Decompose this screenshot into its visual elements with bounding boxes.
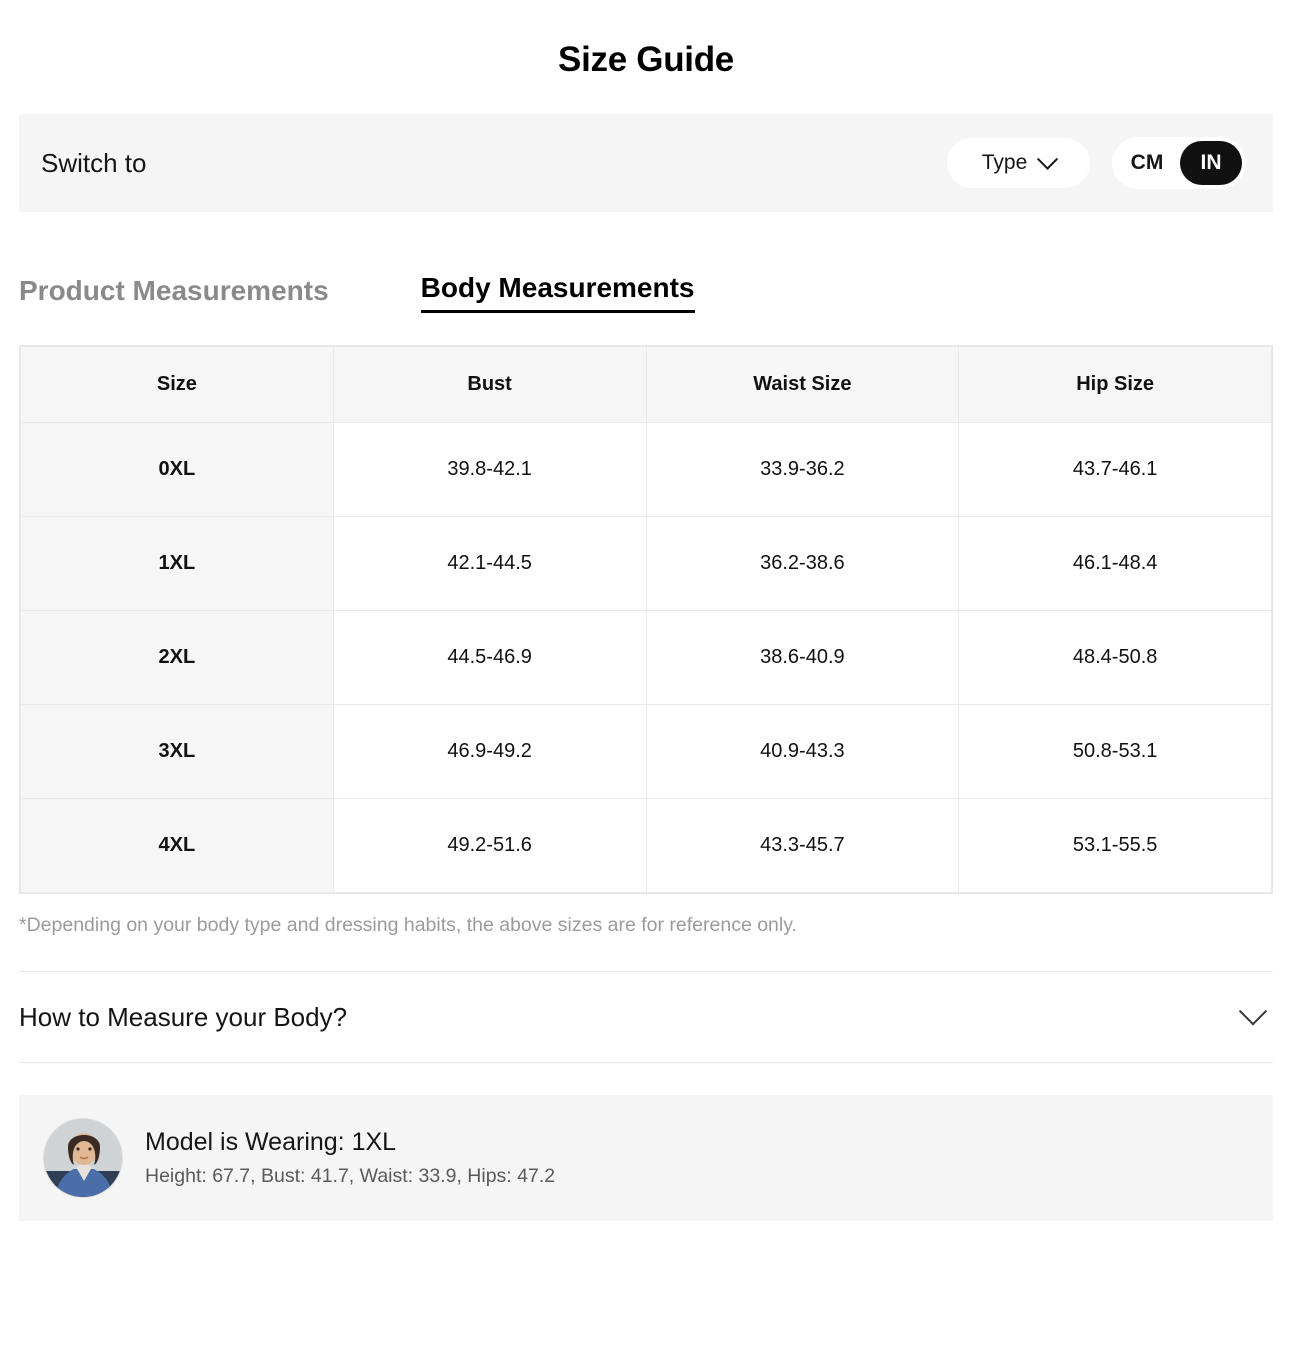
switch-to-label: Switch to [41,147,147,178]
unit-option-cm[interactable]: CM [1130,151,1164,174]
cell-waist: 36.2-38.6 [646,517,959,611]
cell-hip: 43.7-46.1 [959,423,1272,517]
chevron-down-icon[interactable] [1239,997,1267,1025]
cell-size: 1XL [21,517,334,611]
cell-bust: 39.8-42.1 [333,423,646,517]
column-header-size: Size [21,347,334,423]
cell-bust: 49.2-51.6 [333,799,646,893]
model-measurements: Height: 67.7, Bust: 41.7, Waist: 33.9, Hips: 47.2 [145,1165,556,1187]
cell-size: 0XL [21,423,334,517]
column-header-bust: Bust [333,347,646,423]
chevron-down-icon [1037,148,1058,169]
type-select-label: Type [981,151,1028,174]
cell-waist: 38.6-40.9 [646,611,959,705]
cell-size: 3XL [21,705,334,799]
model-info-card [19,1095,1273,1221]
cell-hip: 46.1-48.4 [959,517,1272,611]
how-to-measure-accordion[interactable] [19,971,1273,1063]
cell-hip: 53.1-55.5 [959,799,1272,893]
size-table [20,346,1272,893]
cell-waist: 33.9-36.2 [646,423,959,517]
disclaimer-note: *Depending on your body type and dressing habits, the above sizes are for reference only. [19,914,797,936]
unit-option-in[interactable]: IN [1180,141,1242,185]
measurement-tabs [0,212,1292,313]
cell-bust: 44.5-46.9 [333,611,646,705]
column-header-waist: Waist Size [646,347,959,423]
tab-body-measurements[interactable]: Body Measurements [421,272,695,313]
cell-bust: 42.1-44.5 [333,517,646,611]
cell-waist: 43.3-45.7 [646,799,959,893]
unit-toggle[interactable] [1112,137,1246,189]
cell-bust: 46.9-49.2 [333,705,646,799]
cell-size: 4XL [21,799,334,893]
cell-waist: 40.9-43.3 [646,705,959,799]
avatar [43,1118,123,1198]
page-title: Size Guide [558,40,734,79]
table-row [21,517,1272,611]
cell-hip: 50.8-53.1 [959,705,1272,799]
column-header-hip: Hip Size [959,347,1272,423]
table-row [21,423,1272,517]
table-row [21,611,1272,705]
size-table-wrapper [19,345,1273,894]
switch-controls [947,137,1246,189]
unit-switch-bar [19,114,1273,212]
model-text [145,1128,555,1188]
cell-hip: 48.4-50.8 [959,611,1272,705]
table-row [21,705,1272,799]
accordion-title: How to Measure your Body? [19,1001,348,1032]
model-wearing-label: Model is Wearing: 1XL [145,1128,397,1156]
tab-product-measurements[interactable]: Product Measurements [19,275,329,306]
table-row [21,799,1272,893]
cell-size: 2XL [21,611,334,705]
type-select[interactable] [947,138,1090,188]
table-header-row [21,347,1272,423]
